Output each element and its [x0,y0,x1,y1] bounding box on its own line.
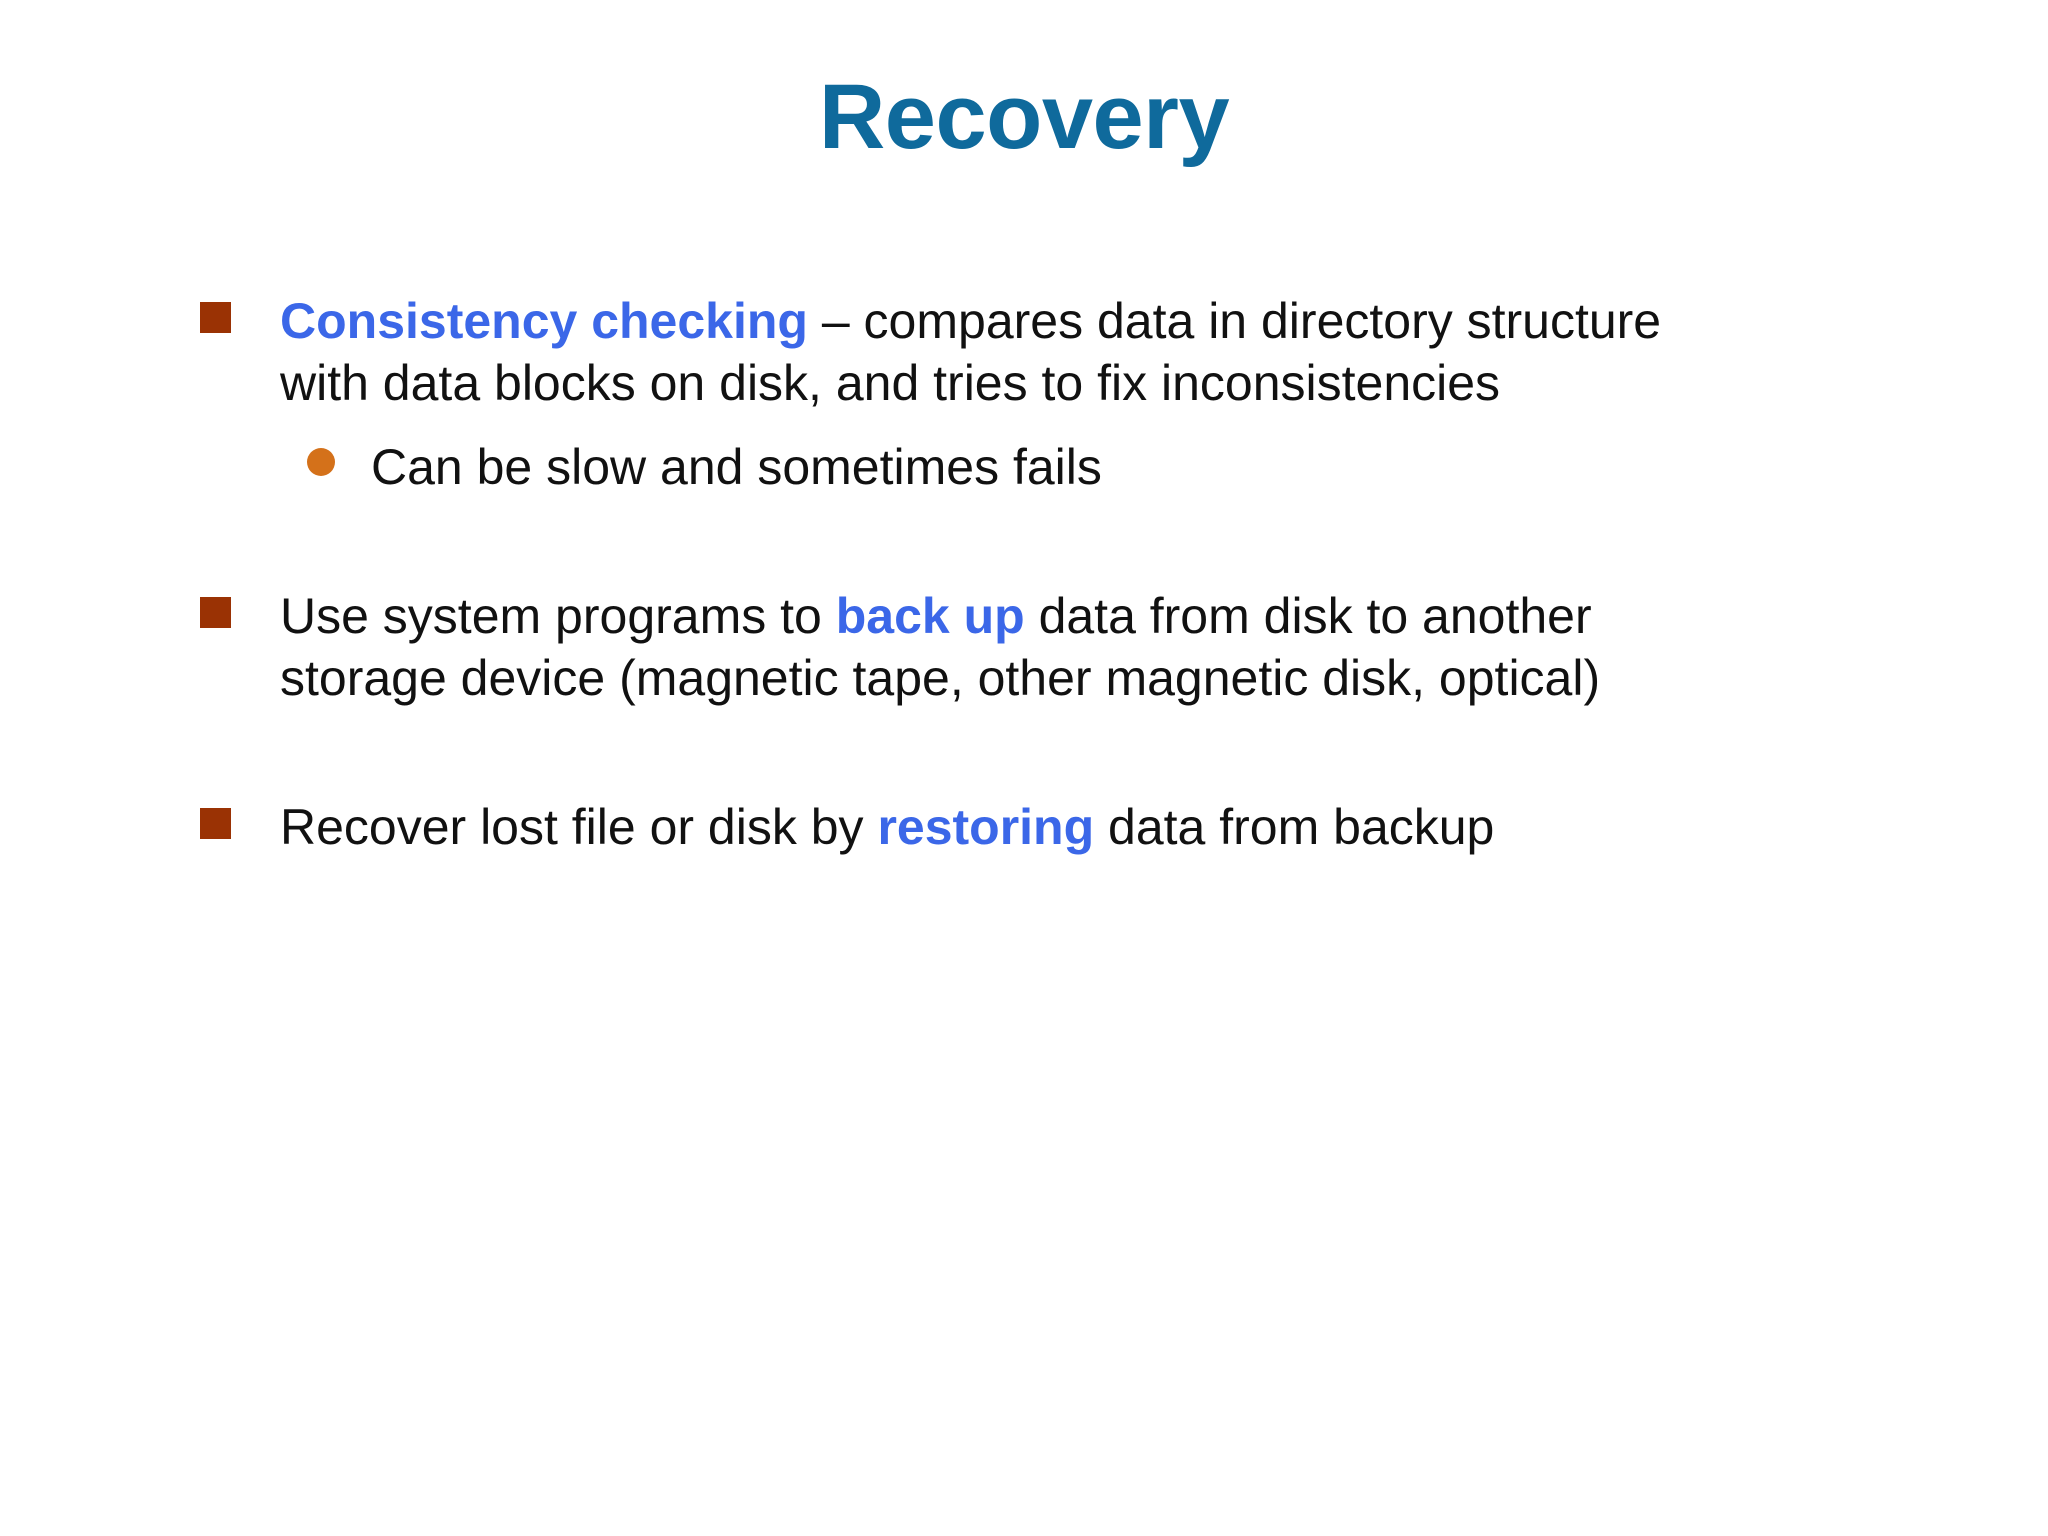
sub-bullet-1: Can be slow and sometimes fails [371,439,1102,495]
round-bullet-icon [307,448,335,476]
bullet-1-text: – compares data in directory structure with data blocks on disk, and tries to fix inconsistencies [280,293,1662,411]
bullet-2-pre: Use system programs to [280,588,836,644]
bullet-3-post: data from backup [1094,799,1495,855]
bullet-1 [280,290,1760,414]
bullet-3-pre: Recover lost file or disk by [280,799,878,855]
square-bullet-icon [200,808,231,839]
bullet-2 [280,585,1760,709]
bullet-3-emphasis: restoring [877,799,1095,855]
bullet-2-post: data from disk to another storage device (magnetic tape, other magnetic disk, optical) [280,588,1601,706]
bullet-3 [280,796,1760,858]
bullet-1-emphasis: Consistency checking [280,293,808,349]
square-bullet-icon [200,597,231,628]
slide-title: Recovery [818,66,1230,168]
bullet-2-emphasis: back up [835,588,1025,644]
square-bullet-icon [200,302,231,333]
